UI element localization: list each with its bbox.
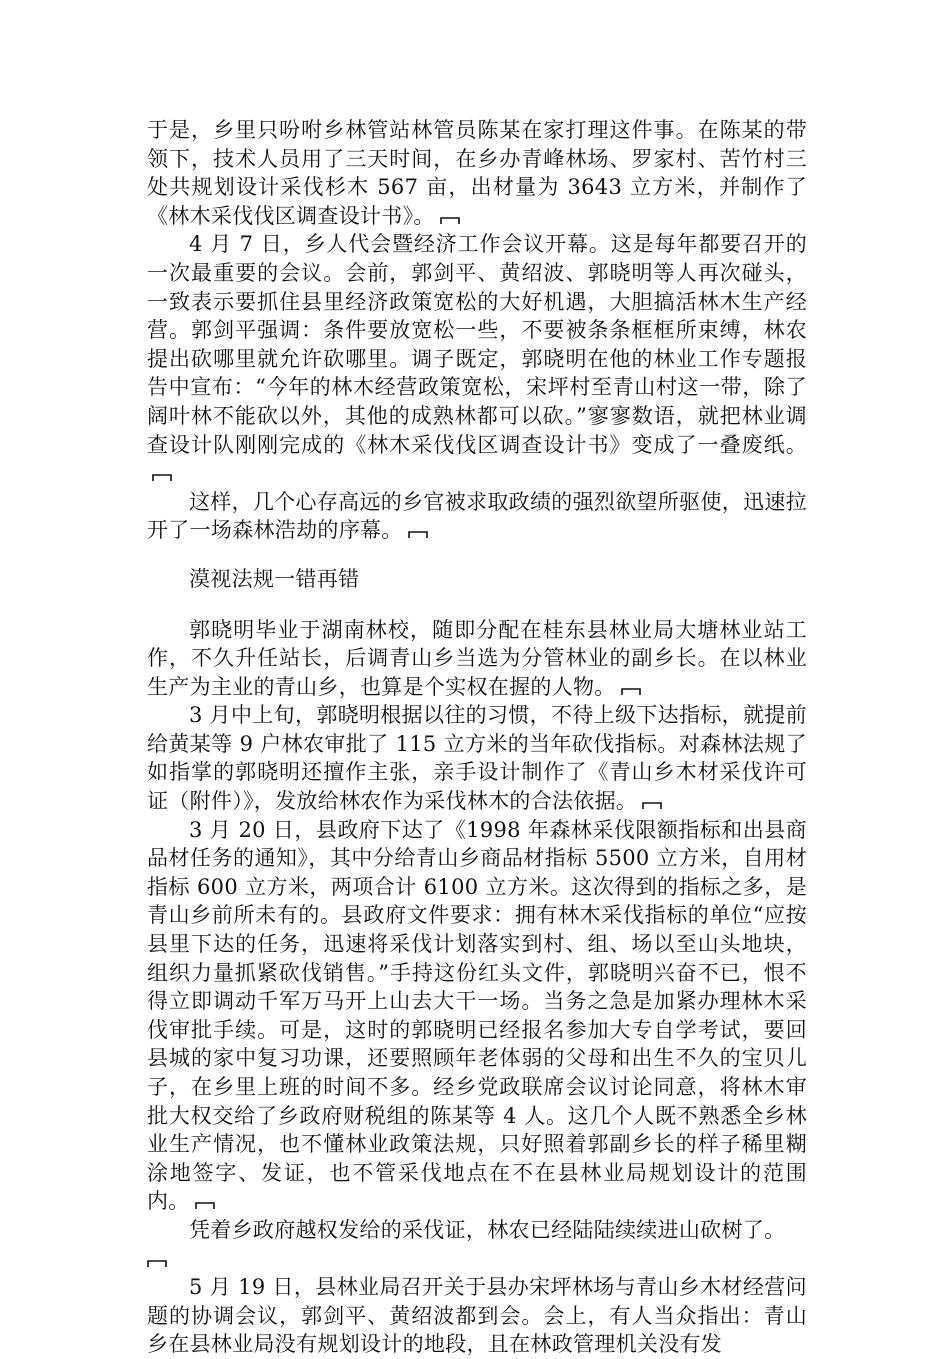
paragraph-text: 5 月 19 日，县林业局召开关于县办宋坪林场与青山乡木材经营问题的协调会议，郭剑平、黄绍波都到会。会上，有人当众指出：青山乡在县林业局没有规划设计的地段，且在林政管理机关没有发	[147, 1275, 807, 1357]
paragraph-text: 于是，乡里只吩咐乡林管站林管员陈某在家打理这件事。在陈某的带领下，技术人员用了三天时间，在乡办青峰林场、罗家村、苦竹村三处共规划设计采伐杉木 567 亩，出材量为 3643 立方米，并制作了《林木采伐伐区调查设计书》。	[147, 118, 807, 228]
paragraph-text: 郭晓明毕业于湖南林校，随即分配在桂东县林业局大塘林业站工作，不久升任站长，后调青山乡当选为分管林业的副乡长。在以林业生产为主业的青山乡，也算是个实权在握的人物。	[147, 617, 807, 699]
paragraph-mark-icon	[147, 1257, 167, 1266]
paragraph-text: 这样，几个心存高远的乡官被求取政绩的强烈欲望所驱使，迅速拉开了一场森林浩劫的序幕。	[147, 489, 807, 543]
paragraph-2	[147, 230, 807, 487]
paragraph-text: 3 月中上旬，郭晓明根据以往的习惯，不待上级下达指标，就提前给黄某等 9 户林农审批了 115 立方米的当年砍伐指标。对森林法规了如指掌的郭晓明还擅作主张，亲手设计制作了《青山乡木材采伐许可证（附件）》，发放给林农作为采伐林木的合法依据。	[147, 703, 807, 814]
paragraph-3	[147, 488, 807, 545]
paragraph-mark-icon	[642, 799, 662, 808]
paragraph-7	[147, 1216, 807, 1273]
paragraph-6	[147, 816, 807, 1216]
paragraph-text: 3 月 20 日，县政府下达了《1998 年森林采伐限额指标和出县商品材任务的通知》，其中分给青山乡商品材指标 5500 立方米，自用材指标 600 立方米，两项合计 6100 立方米。这次得到的指标之多，是青山乡前所未有的。县政府文件要求：拥有林木采伐指标的单位“应按县里下达的任务，迅速将采伐计划落实到村、组、场以至山头地块，组织力量抓紧砍伐销售。”手持这份红头文件，郭晓明兴奋不已，恨不得立即调动千军万马开上山去大干一场。当务之急是加紧办理林木采伐审批手续。可是，这时的郭晓明已经报名参加大专自学考试，要回县城的家中复习功课，还要照顾年老体弱的父母和出生不久的宝贝儿子，在乡里上班的时间不多。经乡党政联席会议讨论同意，将林木审批大权交给了乡政府财税组的陈某等 4 人。这几个人既不熟悉全乡林业生产情况，也不懂林业政策法规，只好照着郭副乡长的样子稀里糊涂地签字、发证，也不管采伐地点在不在县林业局规划设计的范围内。	[147, 817, 807, 1214]
document-page	[147, 116, 807, 1359]
paragraph-text: 4 月 7 日，乡人代会暨经济工作会议开幕。这是每年都要召开的一次最重要的会议。会前，郭剑平、黄绍波、郭晓明等人再次碰头，一致表示要抓住县里经济政策宽松的大好机遇，大胆搞活林木生产经营。郭剑平强调：条件要放宽松一些，不要被条条框框所束缚，林农提出砍哪里就允许砍哪里。调子既定，郭晓明在他的林业工作专题报告中宣布：“今年的林木经营政策宽松，宋坪村至青山村这一带，除了阔叶林不能砍以外，其他的成熟林都可以砍。”寥寥数语，就把林业调查设计队刚刚完成的《林木采伐伐区调查设计书》变成了一叠废纸。	[147, 232, 807, 457]
section-heading: 漠视法规一错再错	[189, 566, 360, 591]
paragraph-1	[147, 116, 807, 230]
paragraph-mark-icon	[195, 1199, 215, 1208]
paragraph-mark-icon	[152, 471, 172, 480]
paragraph-text: 凭着乡政府越权发给的采伐证，林农已经陆陆续续进山砍树了。	[189, 1217, 786, 1242]
paragraph-5	[147, 701, 807, 815]
paragraph-mark-icon	[440, 214, 460, 223]
paragraph-mark-icon	[408, 528, 428, 537]
paragraph-mark-icon	[621, 685, 641, 694]
paragraph-4	[147, 616, 807, 702]
paragraph-8	[147, 1273, 807, 1359]
